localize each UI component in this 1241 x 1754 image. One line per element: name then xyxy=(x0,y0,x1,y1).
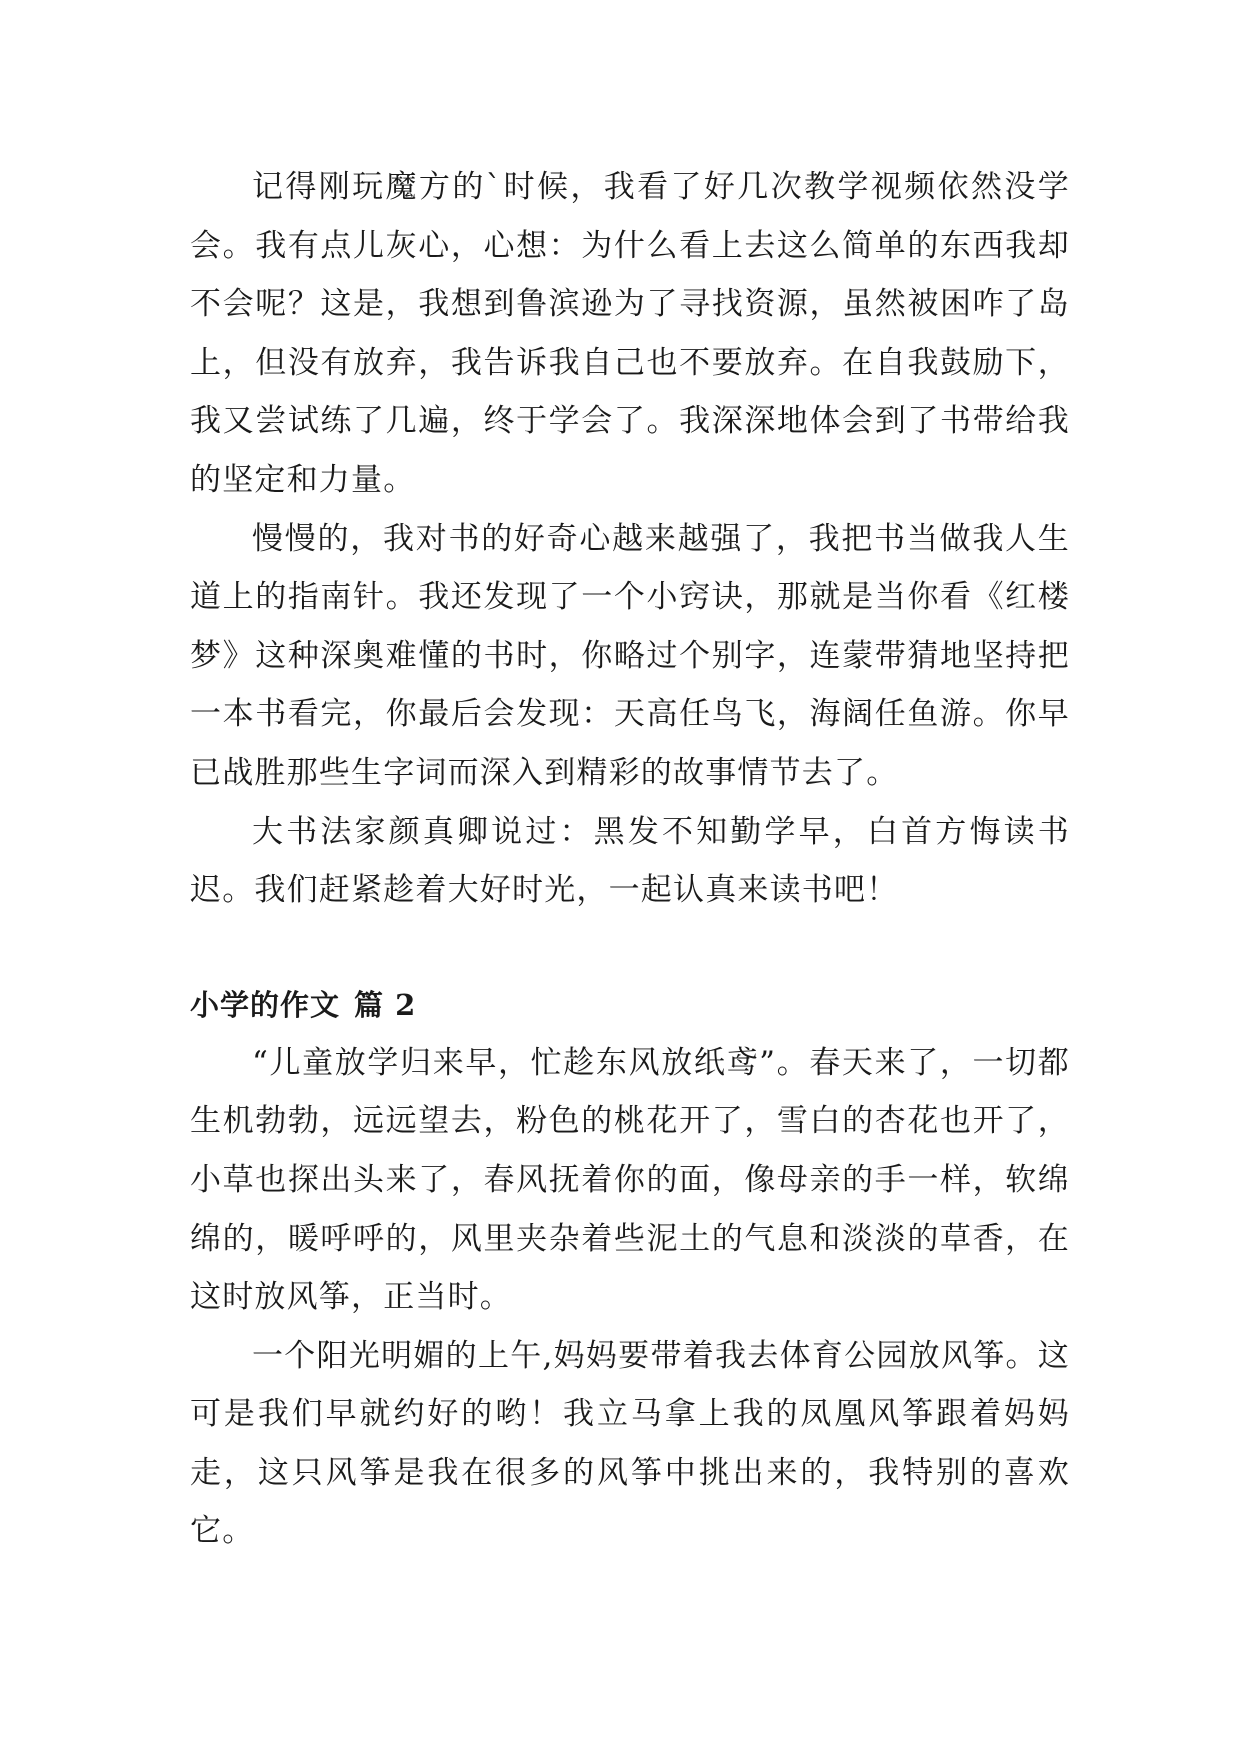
section-number: 篇 2 xyxy=(354,987,417,1022)
paragraph-reading-curiosity: 慢慢的，我对书的好奇心越来越强了，我把书当做我人生道上的指南针。我还发现了一个小窍诀，那就是当你看《红楼梦》这种深奥难懂的书时，你略过个别字，连蒙带猜地坚持把一本书看完，你最后会发现：天高任鸟飞，海阔任鱼游。你早已战胜那些生字词而深入到精彩的故事情节去了。 xyxy=(190,520,1070,791)
paragraph-rubiks-cube: 记得刚玩魔方的`时候，我看了好几次教学视频依然没学会。我有点儿灰心，心想：为什么看上去这么简单的东西我却不会呢？这是，我想到鲁滨逊为了寻找资源，虽然被困咋了岛上，但没有放弃，我告诉我自己也不要放弃。在自我鼓励下，我又尝试练了几遍，终于学会了。我深深地体会到了书带给我的坚定和力量。 xyxy=(190,169,1070,498)
document-body xyxy=(190,158,1070,1561)
section-heading xyxy=(190,976,1070,1034)
paragraph-yan-zhenqing-quote: 大书法家颜真卿说过：黑发不知勤学早，白首方悔读书迟。我们赶紧趁着大好时光，一起认真来读书吧！ xyxy=(190,813,1070,909)
section-title: 小学的作文 xyxy=(190,987,341,1022)
paragraph-sunny-morning: 一个阳光明媚的上午,妈妈要带着我去体育公园放风筝。这可是我们早就约好的哟！我立马拿上我的凤凰风筝跟着妈妈走，这只风筝是我在很多的风筝中挑出来的，我特别的喜欢它。 xyxy=(190,1337,1070,1550)
paragraph-spring-kites: “儿童放学归来早，忙趁东风放纸鸢”。春天来了，一切都生机勃勃，远远望去，粉色的桃花开了，雪白的杏花也开了，小草也探出头来了，春风抚着你的面，像母亲的手一样，软绵绵的，暖呼呼的，风里夹杂着些泥土的气息和淡淡的草香，在这时放风筝，正当时。 xyxy=(190,1044,1070,1316)
